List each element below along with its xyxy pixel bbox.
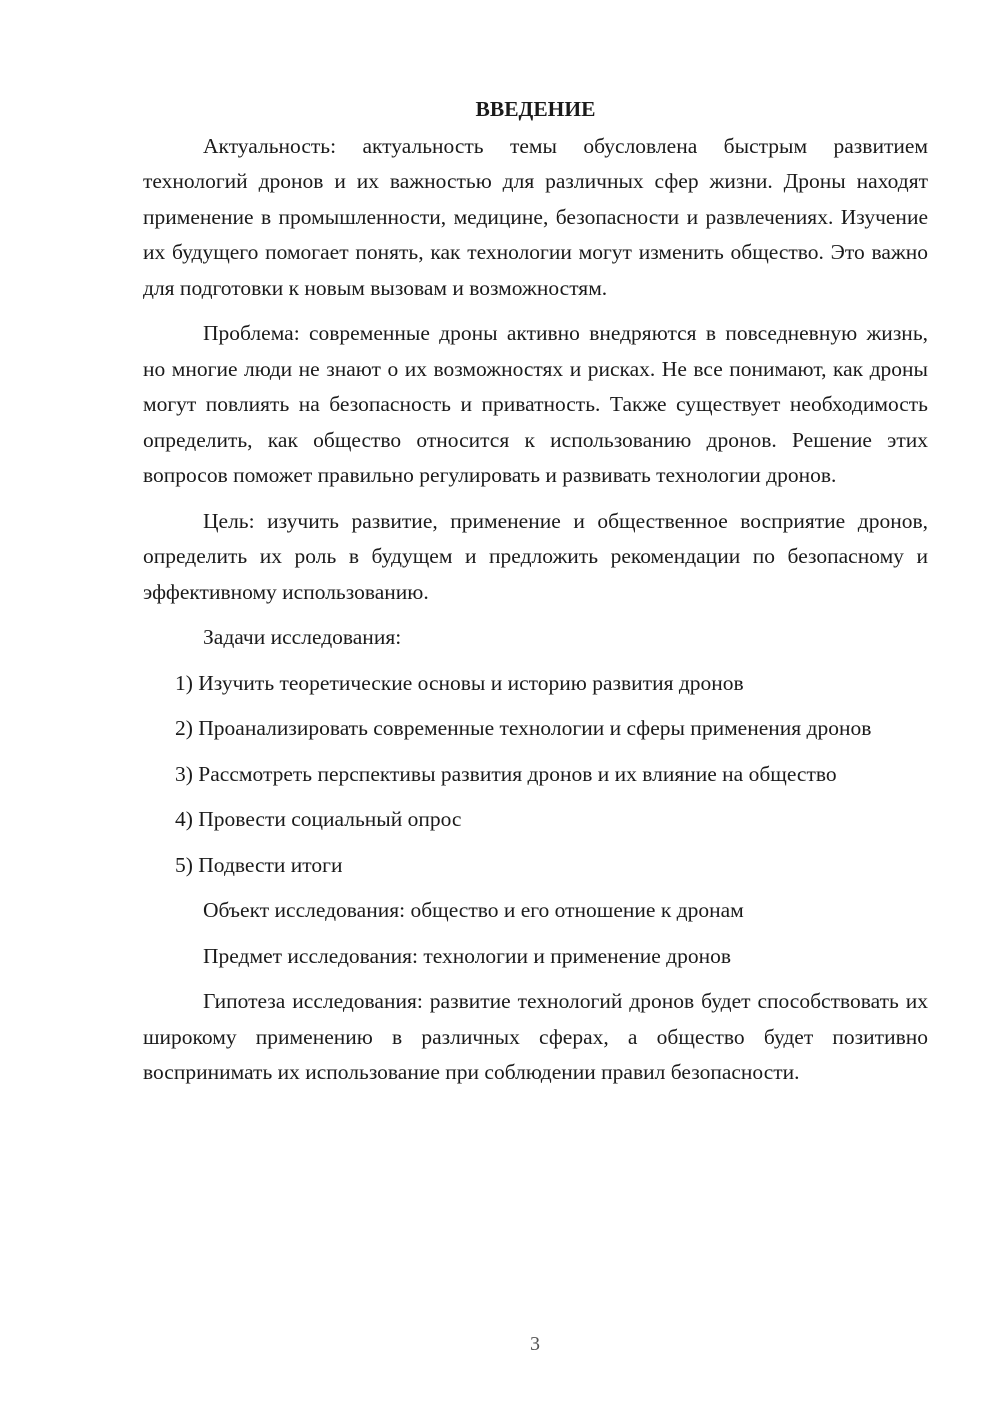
problem-paragraph: Проблема: современные дроны активно внедряются в повседневную жизнь, но многие люди не знают о их возможностях и рисках. Не все понимают, как дроны могут повлиять на безопасность и приватность. Также существует необходимость определить, как общество относится к использованию дронов. Решение этих вопросов поможет правильно регулировать и развивать технологии дронов. [143, 321, 928, 487]
relevance-paragraph: Актуальность: актуальность темы обусловлена быстрым развитием технологий дронов и их важностью для различных сфер жизни. Дроны находят применение в промышленности, медицине, безопасности и развлечениях. Изучение их будущего помогает понять, как технологии могут изменить общество. Это важно для подготовки к новым вызовам и возможностям. [143, 133, 928, 300]
task-item-2: 2) Проанализировать современные технологии и сферы применения дронов [175, 716, 872, 740]
goal-paragraph: Цель: изучить развитие, применение и общественное восприятие дронов, определить их роль в будущем и предложить рекомендации по безопасному и эффективному использованию. [143, 508, 928, 604]
tasks-title: Задачи исследования: [203, 625, 402, 649]
research-subject: Предмет исследования: технологии и применение дронов [203, 943, 731, 968]
page-content [143, 92, 928, 1101]
section-heading: ВВЕДЕНИЕ [475, 97, 596, 121]
task-item-3: 3) Рассмотреть перспективы развития дронов и их влияние на общество [175, 761, 837, 786]
page-number: 3 [530, 1333, 540, 1355]
hypothesis-paragraph: Гипотеза исследования: развитие технологий дронов будет способствовать их широкому применению в различных сферах, а общество будет позитивно воспринимать их использование при соблюдении правил безопасности. [143, 989, 928, 1084]
task-item-5: 5) Подвести итоги [175, 852, 343, 877]
task-item-1: 1) Изучить теоретические основы и историю развития дронов [175, 670, 744, 695]
research-object: Объект исследования: общество и его отношение к дронам [203, 898, 744, 922]
task-item-4: 4) Провести социальный опрос [175, 807, 462, 831]
